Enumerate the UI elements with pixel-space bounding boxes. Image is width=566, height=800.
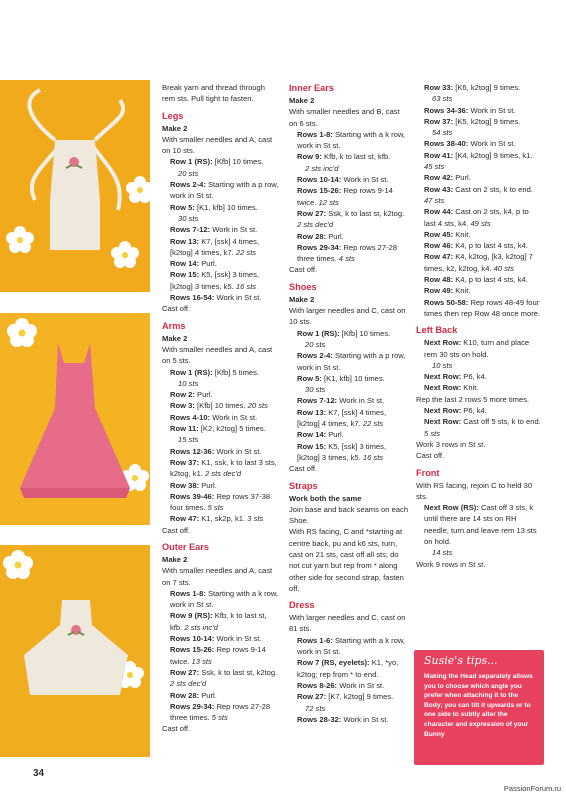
row-text: Rep rows 27-28 three times. bbox=[297, 242, 398, 264]
row-text: With RS facing, rejoin C to held 30 sts. bbox=[416, 480, 533, 501]
pattern-row bbox=[162, 400, 280, 411]
pattern-row bbox=[162, 480, 280, 491]
row-text: K5, [ssk] 3 times, [k2tog] 3 times, k5. bbox=[297, 441, 387, 462]
pattern-row bbox=[416, 105, 541, 116]
pattern-row bbox=[289, 373, 409, 396]
row-text: Knit. bbox=[461, 383, 479, 393]
pattern-row bbox=[416, 337, 541, 371]
pattern-row bbox=[162, 236, 280, 259]
pattern-row bbox=[289, 185, 409, 208]
stitch-count: 4 sts bbox=[338, 254, 355, 264]
stitch-count: 12 sts bbox=[318, 197, 339, 207]
row-label: Rows 15-26: bbox=[170, 645, 215, 655]
pattern-row bbox=[416, 285, 541, 296]
pattern-row bbox=[162, 258, 280, 269]
row-text: Work 3 rows in St st. bbox=[416, 439, 486, 449]
row-text: [K1, kfb] 10 times. bbox=[194, 202, 258, 212]
stitch-count: 63 sts bbox=[432, 94, 453, 104]
stitch-count: 3 sts bbox=[247, 514, 264, 524]
row-text: K7, [ssk] 4 times, [k2tog] 4 times, k7. bbox=[297, 407, 387, 429]
row-label: Row 1 (RS): bbox=[170, 157, 213, 167]
row-text: K4, p to last 4 sts, k4. bbox=[453, 275, 528, 285]
row-text: Rep rows 27-28 three times. bbox=[170, 701, 271, 723]
pattern-row bbox=[162, 690, 280, 701]
row-text: [K2, k2tog] 5 times. bbox=[198, 424, 266, 434]
row-text: Join base and back seams on each Shoe. bbox=[289, 504, 409, 526]
row-text: With RS facing, C and *starting at centre back, pu and k6 sts, turn, cast on 21 sts, cast off all sts; do not cut yarn but rep from * along other side for second strap, fasten off. bbox=[289, 527, 404, 593]
row-label: Row 37: bbox=[424, 116, 454, 126]
pattern-row bbox=[289, 407, 409, 430]
pattern-row bbox=[162, 202, 280, 225]
row-text: Rep the last 2 rows 5 more times. bbox=[416, 394, 530, 404]
paragraph bbox=[416, 450, 541, 461]
stitch-count: 45 sts bbox=[424, 162, 445, 172]
row-label: Make 2 bbox=[289, 96, 315, 105]
row-text: With smaller needles and B, cast on 6 sts. bbox=[289, 107, 400, 128]
section-heading: Straps bbox=[289, 480, 318, 491]
row-label: Row 37: bbox=[170, 457, 200, 467]
row-text: Starting with a p row, work in St st. bbox=[170, 180, 279, 201]
pattern-row bbox=[162, 156, 280, 179]
row-text: Work in St st. bbox=[214, 446, 262, 456]
photo-white-top bbox=[0, 545, 150, 757]
pattern-row bbox=[162, 367, 280, 390]
stitch-count: 2 sts dec'd bbox=[170, 679, 207, 689]
paragraph bbox=[162, 134, 280, 157]
row-text: Kfb, k to last st, kfb. bbox=[170, 611, 267, 632]
row-text: K10, turn and place rem 30 sts on hold. bbox=[424, 338, 530, 359]
pattern-row bbox=[162, 588, 280, 611]
section-heading: Outer Ears bbox=[162, 541, 209, 552]
row-text: Work in St st. bbox=[337, 680, 385, 690]
row-label: Row 11: bbox=[170, 424, 199, 434]
pattern-row bbox=[289, 395, 409, 406]
section-heading: Arms bbox=[162, 320, 186, 331]
row-text: [Kfb] 5 times. bbox=[212, 367, 260, 377]
paragraph bbox=[162, 333, 280, 344]
row-label: Rows 29-34: bbox=[170, 701, 215, 711]
stitch-count: 5 sts bbox=[207, 503, 224, 513]
stitch-count: 72 sts bbox=[305, 703, 326, 713]
section-heading: Shoes bbox=[289, 281, 317, 292]
row-label: Next Row: bbox=[424, 372, 462, 382]
row-label: Row 1 (RS): bbox=[297, 328, 340, 338]
row-text: [K4, k2tog] 9 times, k1. bbox=[453, 150, 533, 160]
paragraph bbox=[289, 264, 409, 275]
row-label: Row 27: bbox=[170, 667, 200, 677]
row-text: Starting with a p row, work in St st. bbox=[297, 351, 406, 372]
row-label: Row 14: bbox=[170, 259, 200, 269]
row-text: Break yarn and thread through rem sts. Pull tight to fasten. bbox=[162, 83, 266, 104]
row-label: Row 28: bbox=[297, 231, 327, 241]
pattern-row bbox=[289, 680, 409, 691]
pattern-row bbox=[162, 423, 280, 446]
row-label: Row 42: bbox=[424, 173, 454, 183]
row-label: Row 47: bbox=[170, 514, 200, 524]
section-heading: Dress bbox=[289, 600, 315, 611]
row-text: Starting with a k row, work in St st. bbox=[297, 635, 406, 657]
row-label: Row 49: bbox=[424, 286, 454, 296]
pattern-row bbox=[162, 179, 280, 202]
row-text: Work in St st. bbox=[337, 396, 385, 406]
row-text: Cast off. bbox=[289, 464, 318, 474]
text-column-3 bbox=[416, 82, 541, 570]
row-label: Row 3: bbox=[170, 401, 195, 411]
paragraph bbox=[162, 123, 280, 134]
row-text: Work in St st. bbox=[210, 225, 258, 235]
row-label: Next Row (RS): bbox=[424, 503, 479, 513]
row-label: Row 15: bbox=[297, 441, 327, 451]
row-label: Row 14: bbox=[297, 430, 327, 440]
row-text: Work in St st. bbox=[468, 105, 516, 115]
tips-title: Susie's tips... bbox=[424, 654, 498, 667]
pattern-row bbox=[416, 150, 541, 173]
pattern-row bbox=[162, 269, 280, 292]
pattern-row bbox=[416, 382, 541, 393]
row-label: Rows 29-34: bbox=[297, 242, 342, 252]
stitch-count: 40 sts bbox=[493, 263, 514, 273]
row-label: Row 33: bbox=[424, 83, 454, 92]
paragraph bbox=[162, 554, 280, 565]
pattern-row bbox=[162, 701, 280, 724]
pattern-row bbox=[416, 251, 541, 274]
row-text: Purl. bbox=[453, 173, 471, 183]
row-label: Next Row: bbox=[424, 338, 462, 348]
row-label: Rows 2-4: bbox=[297, 351, 333, 361]
pattern-row bbox=[162, 633, 280, 644]
row-text: Cast off 3 sts, k until there are 14 sts on RH needle, turn and leave rem 13 sts on hold. bbox=[424, 503, 537, 546]
pattern-row bbox=[162, 513, 280, 524]
stitch-count: 2 sts inc'd bbox=[184, 622, 218, 632]
row-label: Row 2: bbox=[170, 390, 195, 400]
row-label: Rows 12-36: bbox=[170, 446, 215, 456]
stitch-count: 22 sts bbox=[362, 419, 384, 429]
photo-pink-dress bbox=[0, 313, 150, 525]
pattern-row bbox=[416, 172, 541, 183]
row-label: Rows 7-12: bbox=[170, 225, 211, 235]
pattern-row bbox=[162, 644, 280, 667]
row-text: K4, p to last 4 sts, k4. bbox=[453, 241, 528, 251]
row-label: Make 2 bbox=[289, 294, 315, 304]
stitch-count: 14 sts bbox=[432, 548, 453, 558]
row-text: Work in St st. bbox=[341, 714, 389, 724]
row-text: With larger needles and C, cast on 10 sts. bbox=[289, 306, 406, 327]
row-text: K5, [ssk] 3 times, [k2tog] 3 times, k5. bbox=[170, 270, 260, 291]
row-text: Rep rows 9-14 twice. bbox=[170, 645, 266, 666]
paragraph bbox=[162, 82, 280, 105]
row-label: Row 13: bbox=[297, 407, 327, 417]
row-label: Row 5: bbox=[297, 373, 322, 383]
pattern-row bbox=[162, 446, 280, 457]
row-label: Row 9: bbox=[297, 152, 322, 162]
row-text: [Kfb] 10 times. bbox=[212, 157, 264, 167]
stitch-count: 13 sts bbox=[191, 656, 212, 666]
row-text: Cast off 5 sts, k to end. bbox=[461, 417, 541, 427]
paragraph bbox=[289, 504, 409, 527]
pattern-row bbox=[289, 429, 409, 440]
paragraph bbox=[416, 559, 541, 570]
stitch-count: 2 sts inc'd bbox=[305, 163, 339, 173]
row-text: Rep rows 9-14 twice. bbox=[297, 186, 393, 207]
pattern-row bbox=[289, 350, 409, 373]
row-text: Knit. bbox=[453, 229, 471, 239]
row-label: Row 38: bbox=[170, 480, 200, 490]
pattern-row bbox=[416, 405, 541, 416]
row-text: Purl. bbox=[199, 480, 217, 490]
row-label: Next Row: bbox=[424, 383, 462, 393]
row-text: Work in St st. bbox=[341, 175, 389, 185]
pattern-row bbox=[162, 224, 280, 235]
row-text: Starting with a k row, work in St st. bbox=[170, 588, 279, 610]
pattern-row bbox=[416, 184, 541, 207]
row-label: Rows 28-32: bbox=[297, 714, 342, 724]
pattern-row bbox=[289, 151, 409, 174]
paragraph bbox=[162, 525, 280, 536]
stitch-count: 10 sts bbox=[178, 378, 199, 388]
row-label: Row 27: bbox=[297, 692, 327, 702]
pattern-row bbox=[416, 274, 541, 285]
row-label: Rows 16-54: bbox=[170, 293, 215, 303]
watermark: PassionForum.ru bbox=[503, 784, 561, 793]
row-text: Ssk, k to last st, k2tog. bbox=[199, 667, 278, 677]
row-text: [K5, k2tog] 9 times. bbox=[453, 116, 521, 126]
row-text: Purl. bbox=[194, 390, 213, 400]
paragraph bbox=[289, 305, 409, 328]
row-text: P6, k4. bbox=[461, 406, 487, 416]
row-label: Row 46: bbox=[424, 241, 454, 251]
pattern-row bbox=[289, 129, 409, 152]
row-text: [Kfb] 10 times. bbox=[339, 328, 391, 338]
row-label: Next Row: bbox=[424, 417, 462, 427]
row-text: Purl. bbox=[326, 430, 344, 440]
row-text: With smaller needles and A, cast on 10 sts. bbox=[162, 134, 273, 156]
stitch-count: 2 sts dec'd bbox=[205, 469, 242, 479]
text-column-1 bbox=[162, 82, 280, 735]
row-text: Work in St st. bbox=[214, 634, 262, 644]
row-label: Row 41: bbox=[424, 150, 454, 160]
row-label: Row 48: bbox=[424, 275, 454, 285]
pattern-row bbox=[416, 502, 541, 558]
row-text: Purl. bbox=[326, 231, 344, 241]
pattern-row bbox=[162, 292, 280, 303]
row-text: P6, k4. bbox=[461, 372, 487, 382]
pattern-row bbox=[289, 208, 409, 231]
paragraph bbox=[416, 480, 541, 503]
pattern-row bbox=[289, 242, 409, 265]
row-text: Rep rows 48-49 four times then rep Row 48 once more. bbox=[424, 297, 541, 318]
paragraph bbox=[289, 526, 409, 594]
row-text: Kfb, k to last st, kfb. bbox=[321, 152, 391, 162]
stitch-count: 16 sts bbox=[235, 281, 257, 291]
stitch-count: 49 sts bbox=[470, 218, 491, 228]
pattern-row bbox=[289, 691, 409, 714]
paragraph bbox=[289, 294, 409, 305]
row-label: Row 5: bbox=[170, 202, 195, 212]
photo-white-dress-straps bbox=[0, 80, 150, 292]
row-label: Rows 15-26: bbox=[297, 186, 342, 196]
row-text: Rep rows 37-38 four times. bbox=[170, 491, 271, 513]
pattern-row bbox=[416, 116, 541, 139]
row-label: Row 43: bbox=[424, 184, 454, 194]
row-label: Work both the same bbox=[289, 493, 362, 503]
pattern-row bbox=[162, 457, 280, 480]
row-text: Purl. bbox=[199, 690, 217, 700]
row-label: Row 27: bbox=[297, 208, 327, 218]
row-label: Make 2 bbox=[162, 554, 188, 564]
stitch-count: 16 sts bbox=[362, 452, 384, 462]
section-heading: Inner Ears bbox=[289, 83, 334, 93]
row-label: Rows 38-40: bbox=[424, 139, 469, 149]
pattern-row bbox=[289, 441, 409, 464]
row-text: [Kfb] 10 times. bbox=[194, 401, 248, 411]
row-text: Cast on 2 sts, k to end. bbox=[453, 184, 533, 194]
row-text: [K6, k2tog] 9 times. bbox=[453, 83, 521, 92]
row-text: Work 9 rows in St st. bbox=[416, 559, 486, 569]
pattern-row bbox=[416, 229, 541, 240]
row-text: [K1, kfb] 10 times. bbox=[321, 373, 385, 383]
row-text: Purl. bbox=[199, 259, 217, 269]
paragraph bbox=[289, 463, 409, 474]
row-label: Rows 8-26: bbox=[297, 680, 338, 690]
section-heading: Left Back bbox=[416, 325, 458, 336]
stitch-count: 5 sts bbox=[211, 713, 228, 723]
pattern-row bbox=[289, 231, 409, 242]
paragraph bbox=[289, 95, 409, 106]
row-label: Row 47: bbox=[424, 252, 454, 262]
stitch-count: 20 sts bbox=[178, 168, 199, 178]
pattern-row bbox=[289, 657, 409, 680]
row-label: Rows 7-12: bbox=[297, 396, 338, 406]
row-text: K4, k2tog, [k3, k2tog] 7 times, k2, k2tog, k4. bbox=[424, 252, 533, 273]
pattern-row bbox=[416, 82, 541, 105]
row-label: Row 7 (RS, eyelets): bbox=[297, 658, 370, 668]
row-label: Row 13: bbox=[170, 236, 200, 246]
stitch-count: 30 sts bbox=[305, 385, 326, 395]
row-text: Cast off. bbox=[162, 724, 191, 734]
row-label: Next Row: bbox=[424, 406, 462, 416]
row-label: Rows 4-10: bbox=[170, 412, 211, 422]
pattern-row bbox=[289, 714, 409, 725]
row-text: K1, ssk, k to last 3 sts, k2tog, k1. bbox=[170, 457, 277, 479]
row-text: [K7, k2tog] 9 times. bbox=[326, 692, 394, 702]
pattern-row bbox=[162, 412, 280, 423]
pattern-row bbox=[289, 328, 409, 351]
row-label: Row 45: bbox=[424, 229, 454, 239]
row-label: Make 2 bbox=[162, 123, 188, 133]
tips-box bbox=[414, 650, 544, 765]
stitch-count: 20 sts bbox=[305, 339, 326, 349]
paragraph bbox=[289, 106, 409, 129]
paragraph bbox=[289, 493, 409, 504]
pattern-row bbox=[416, 138, 541, 149]
row-text: Knit. bbox=[453, 286, 471, 296]
row-text: Ssk, k to last st, k2tog. bbox=[326, 208, 405, 218]
paragraph bbox=[162, 565, 280, 588]
row-label: Row 1 (RS): bbox=[170, 367, 213, 377]
page-number: 34 bbox=[33, 768, 45, 779]
row-text: Cast off. bbox=[162, 525, 191, 535]
row-label: Rows 10-14: bbox=[297, 175, 342, 185]
pattern-row bbox=[289, 174, 409, 185]
row-label: Rows 50-58: bbox=[424, 297, 469, 307]
row-label: Rows 1-6: bbox=[297, 635, 333, 645]
row-text: K7, [ssk] 4 times, [k2tog] 4 times, k7. bbox=[170, 236, 260, 257]
row-label: Row 44: bbox=[424, 207, 454, 217]
row-text: Work in St st. bbox=[210, 412, 258, 422]
paragraph bbox=[416, 394, 541, 405]
row-label: Rows 1-8: bbox=[297, 129, 333, 139]
stitch-count: 15 sts bbox=[178, 435, 199, 445]
row-text: Cast off. bbox=[289, 265, 318, 275]
stitch-count: 2 sts dec'd bbox=[297, 220, 334, 230]
row-text: With larger needles and C, cast on 81 sts. bbox=[289, 613, 406, 634]
pattern-row bbox=[416, 206, 541, 229]
row-text: Cast off. bbox=[162, 304, 191, 314]
section-heading: Legs bbox=[162, 110, 184, 121]
stitch-count: 47 sts bbox=[424, 195, 445, 205]
stitch-count: 10 sts bbox=[432, 360, 453, 370]
pattern-row bbox=[416, 371, 541, 382]
pattern-row bbox=[416, 416, 541, 439]
row-label: Rows 1-8: bbox=[170, 588, 206, 598]
section-heading: Front bbox=[416, 467, 440, 478]
row-label: Rows 2-4: bbox=[170, 180, 206, 190]
row-label: Row 9 (RS): bbox=[170, 611, 213, 621]
row-text: K1, sk2p, k1. bbox=[199, 514, 248, 524]
paragraph bbox=[162, 303, 280, 314]
row-label: Rows 39-46: bbox=[170, 491, 215, 501]
paragraph bbox=[289, 612, 409, 635]
pattern-row bbox=[162, 667, 280, 690]
row-text: Work in St st. bbox=[468, 139, 516, 149]
pattern-row bbox=[162, 491, 280, 514]
pattern-row bbox=[162, 389, 280, 400]
pattern-row bbox=[289, 635, 409, 658]
row-label: Rows 10-14: bbox=[170, 634, 215, 644]
stitch-count: 5 sts bbox=[424, 428, 441, 438]
row-label: Row 15: bbox=[170, 270, 200, 280]
pattern-row bbox=[162, 610, 280, 633]
row-text: Starting with a k row, work in St st. bbox=[297, 129, 406, 151]
paragraph bbox=[162, 723, 280, 734]
paragraph bbox=[162, 344, 280, 367]
row-text: Work in St st. bbox=[214, 293, 262, 303]
pattern-row bbox=[416, 240, 541, 251]
paragraph bbox=[416, 439, 541, 450]
stitch-count: 22 sts bbox=[235, 247, 257, 257]
stitch-count: 30 sts bbox=[178, 213, 199, 223]
row-label: Make 2 bbox=[162, 333, 188, 343]
row-text: Cast on 2 sts, k4, p to last 4 sts, k4. bbox=[424, 207, 529, 228]
row-text: With smaller needles and A, cast on 7 sts. bbox=[162, 566, 273, 587]
row-text: Cast off. bbox=[416, 451, 445, 461]
stitch-count: 20 sts bbox=[247, 401, 268, 411]
stitch-count: 54 sts bbox=[432, 128, 453, 138]
row-label: Row 28: bbox=[170, 690, 200, 700]
row-text: With smaller needles and A, cast on 5 sts. bbox=[162, 344, 273, 366]
pattern-row bbox=[416, 297, 541, 320]
text-column-2 bbox=[289, 82, 409, 725]
row-text: K1, *yo, k2tog; rep from * to end. bbox=[297, 658, 399, 679]
tips-text: Making the Head separately allows you to choose which angle you prefer when attaching it to the Body; you can tilt it upwards or to one side to subtly alter the character and expression of your Bunny bbox=[424, 673, 533, 738]
row-label: Rows 34-36: bbox=[424, 105, 469, 115]
